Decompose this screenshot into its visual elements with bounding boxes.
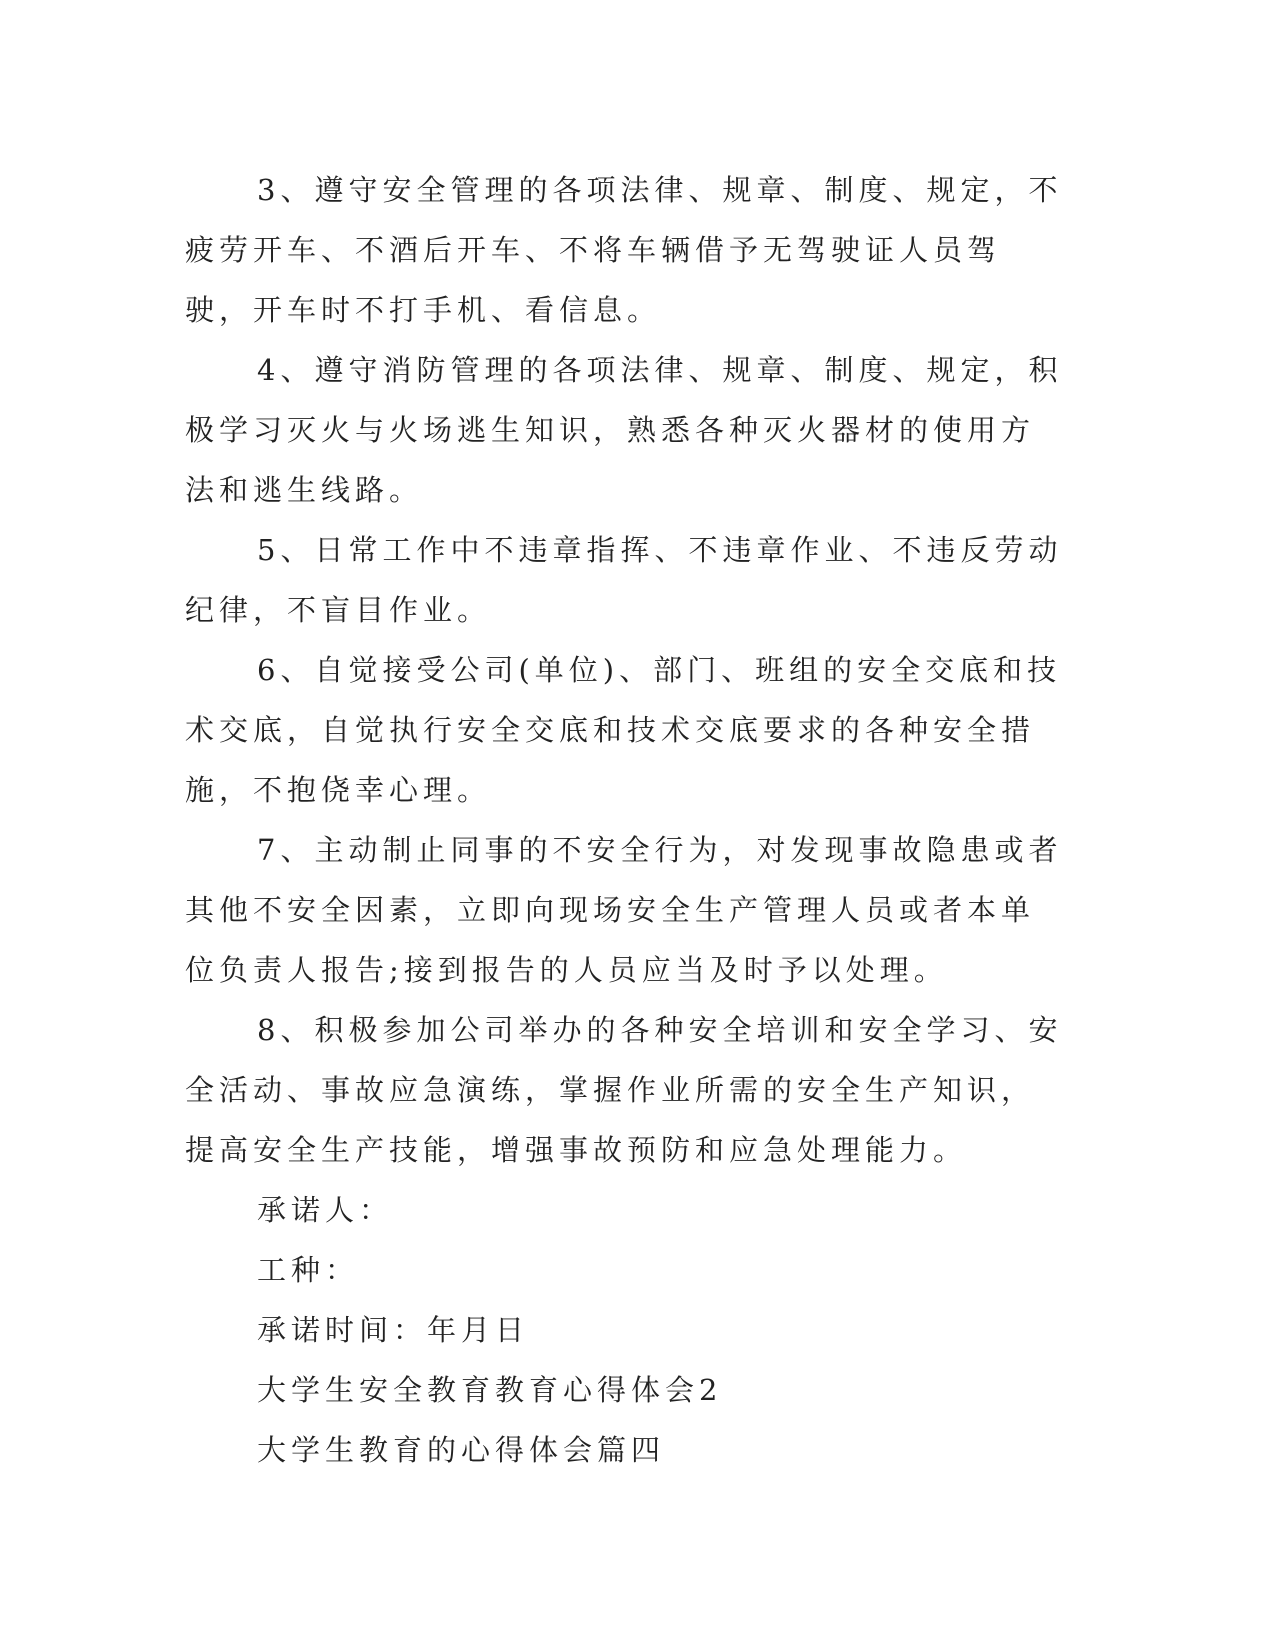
- paragraph-item-6: 6、自觉接受公司(单位)、部门、班组的安全交底和技术交底，自觉执行安全交底和技术交底要求的各种安全措施，不抱侥幸心理。: [185, 653, 1062, 807]
- paragraph-item-5: 5、日常工作中不违章指挥、不违章作业、不违反劳动纪律，不盲目作业。: [185, 533, 1063, 627]
- paragraph-item-8: 8、积极参加公司举办的各种安全培训和安全学习、安全活动、事故应急演练，掌握作业所需的安全生产知识，提高安全生产技能，增强事故预防和应急处理能力。: [185, 1013, 1063, 1167]
- paragraph-item-4: 4、遵守消防管理的各项法律、规章、制度、规定，积极学习灭火与火场逃生知识，熟悉各种灭火器材的使用方法和逃生线路。: [185, 353, 1063, 507]
- section-heading-1: 大学生安全教育教育心得体会2: [257, 1373, 723, 1407]
- paragraph-item-3: 3、遵守安全管理的各项法律、规章、制度、规定，不疲劳开车、不酒后开车、不将车辆借予无驾驶证人员驾驶，开车时不打手机、看信息。: [185, 173, 1063, 327]
- document-body: [185, 160, 1065, 1480]
- job-type-field: 工种：: [257, 1253, 360, 1287]
- section-heading-2: 大学生教育的心得体会篇四: [257, 1433, 666, 1467]
- promise-date-field: 承诺时间：年月日: [257, 1313, 530, 1347]
- promisor-field: 承诺人：: [257, 1193, 394, 1227]
- paragraph-item-7: 7、主动制止同事的不安全行为，对发现事故隐患或者其他不安全因素，立即向现场安全生产管理人员或者本单位负责人报告;接到报告的人员应当及时予以处理。: [185, 833, 1063, 987]
